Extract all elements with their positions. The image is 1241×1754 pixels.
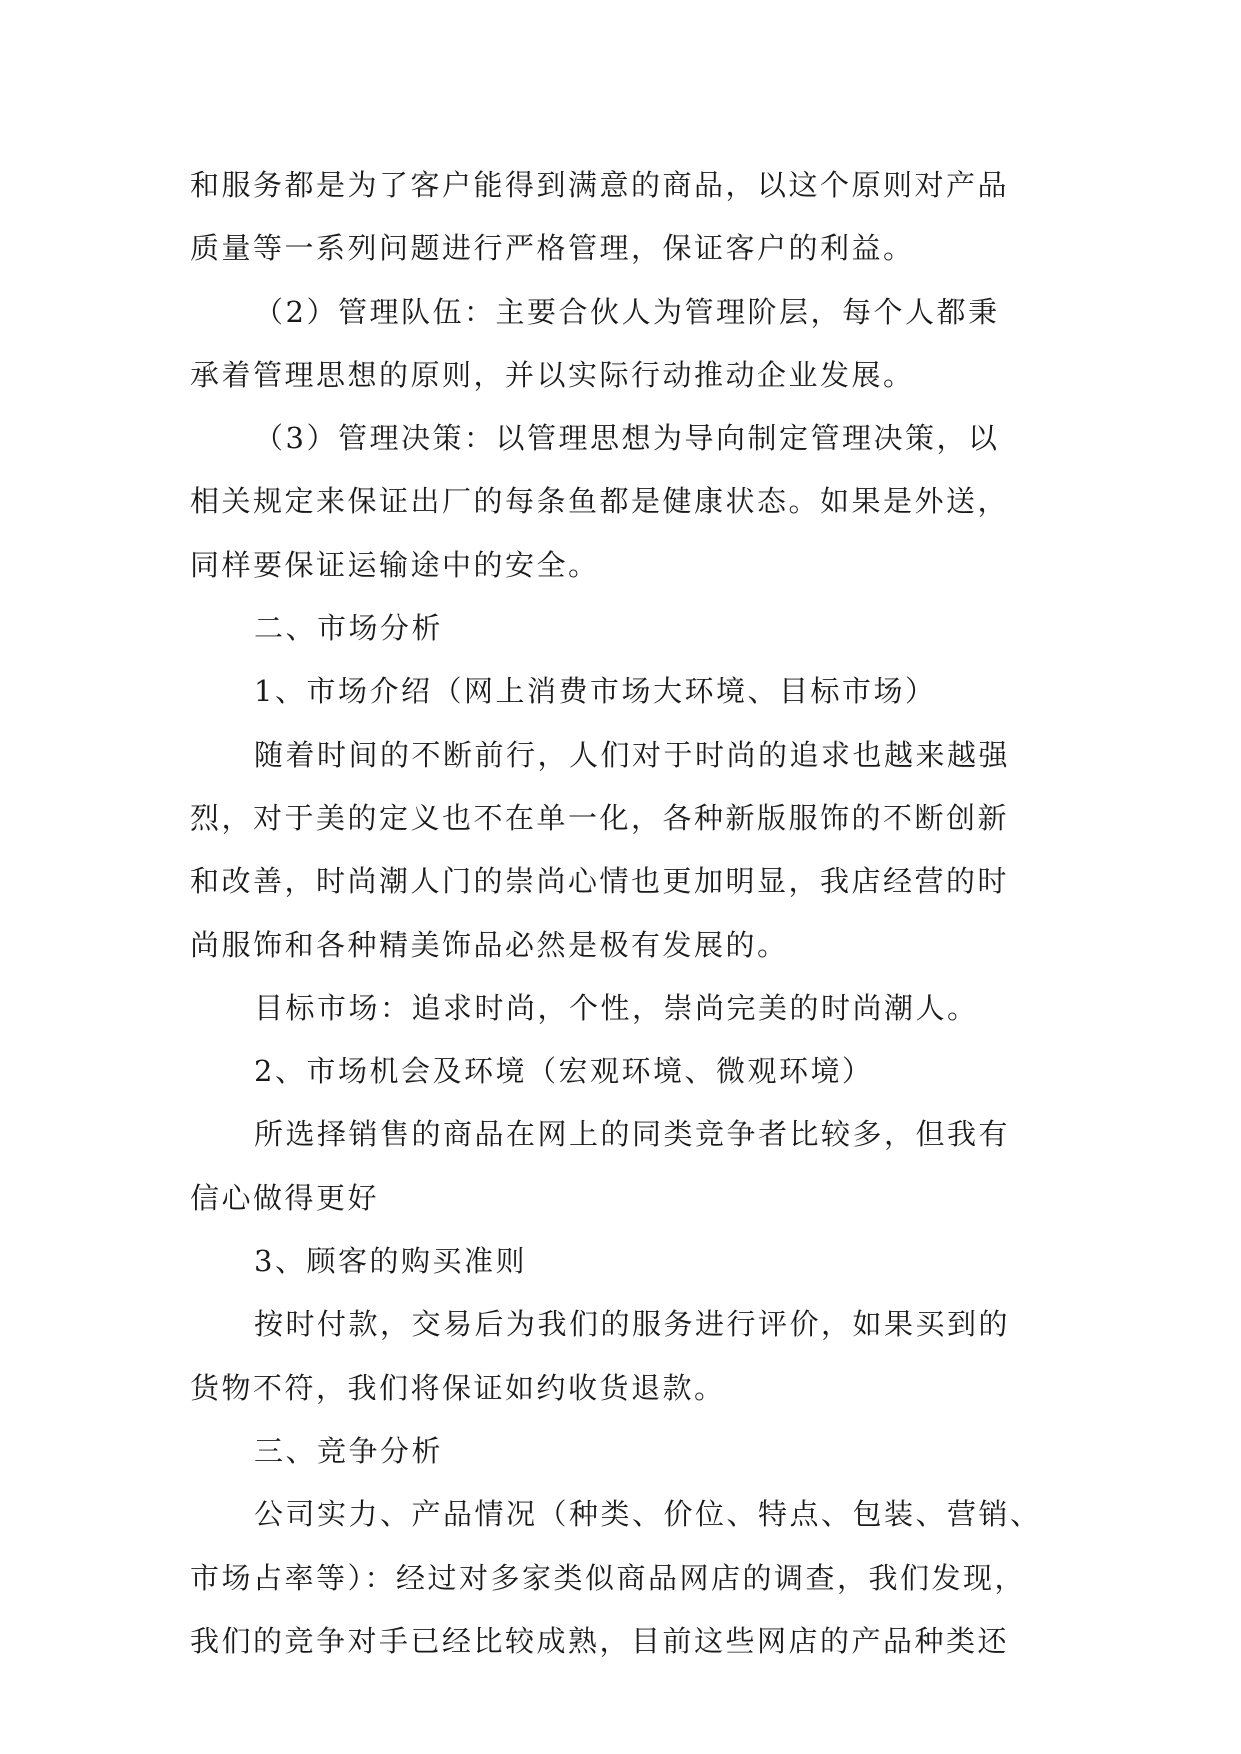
- section-heading: 二、市场分析: [254, 611, 444, 646]
- subsection-heading: 3、顾客的购买准则: [254, 1244, 527, 1279]
- text-line: 所选择销售的商品在网上的同类竞争者比较多，但我有: [254, 1117, 1011, 1152]
- text-line: 和改善，时尚潮人门的崇尚心情也更加明显，我店经营的时: [190, 864, 1010, 899]
- text-line: 公司实力、产品情况（种类、价位、特点、包装、营销、: [254, 1497, 1042, 1532]
- text-line: 同样要保证运输途中的安全。: [190, 547, 600, 582]
- text-line: 信心做得更好: [190, 1180, 380, 1215]
- document-body: [190, 154, 1050, 1673]
- text-line: 我们的竞争对手已经比较成熟，目前这些网店的产品种类还: [190, 1623, 1010, 1658]
- text-line: 随着时间的不断前行，人们对于时尚的追求也越来越强: [254, 737, 1011, 772]
- text-line: 烈，对于美的定义也不在单一化，各种新版服饰的不断创新: [190, 800, 1010, 835]
- text-line: （3）管理决策：以管理思想为导向制定管理决策，以: [254, 421, 1000, 456]
- text-line: 相关规定来保证出厂的每条鱼都是健康状态。如果是外送，: [190, 484, 1010, 519]
- text-line: 市场占率等）：经过对多家类似商品网店的调查，我们发现，: [190, 1560, 1027, 1595]
- subsection-heading: 1、市场介绍（网上消费市场大环境、目标市场）: [254, 674, 937, 709]
- text-line: 尚服饰和各种精美饰品必然是极有发展的。: [190, 927, 789, 962]
- section-heading: 三、竞争分析: [254, 1433, 444, 1468]
- text-line: 货物不符，我们将保证如约收货退款。: [190, 1370, 726, 1405]
- text-line: 和服务都是为了客户能得到满意的商品，以这个原则对产品: [190, 168, 1010, 202]
- text-line: 目标市场：追求时尚，个性，崇尚完美的时尚潮人。: [254, 990, 979, 1025]
- subsection-heading: 2、市场机会及环境（宏观环境、微观环境）: [254, 1054, 874, 1089]
- text-line: 按时付款，交易后为我们的服务进行评价，如果买到的: [254, 1307, 1011, 1342]
- text-line: 质量等一系列问题进行严格管理，保证客户的利益。: [190, 231, 915, 266]
- text-line: 承着管理思想的原则，并以实际行动推动企业发展。: [190, 357, 915, 392]
- text-line: （2）管理队伍：主要合伙人为管理阶层，每个人都秉: [254, 294, 1000, 329]
